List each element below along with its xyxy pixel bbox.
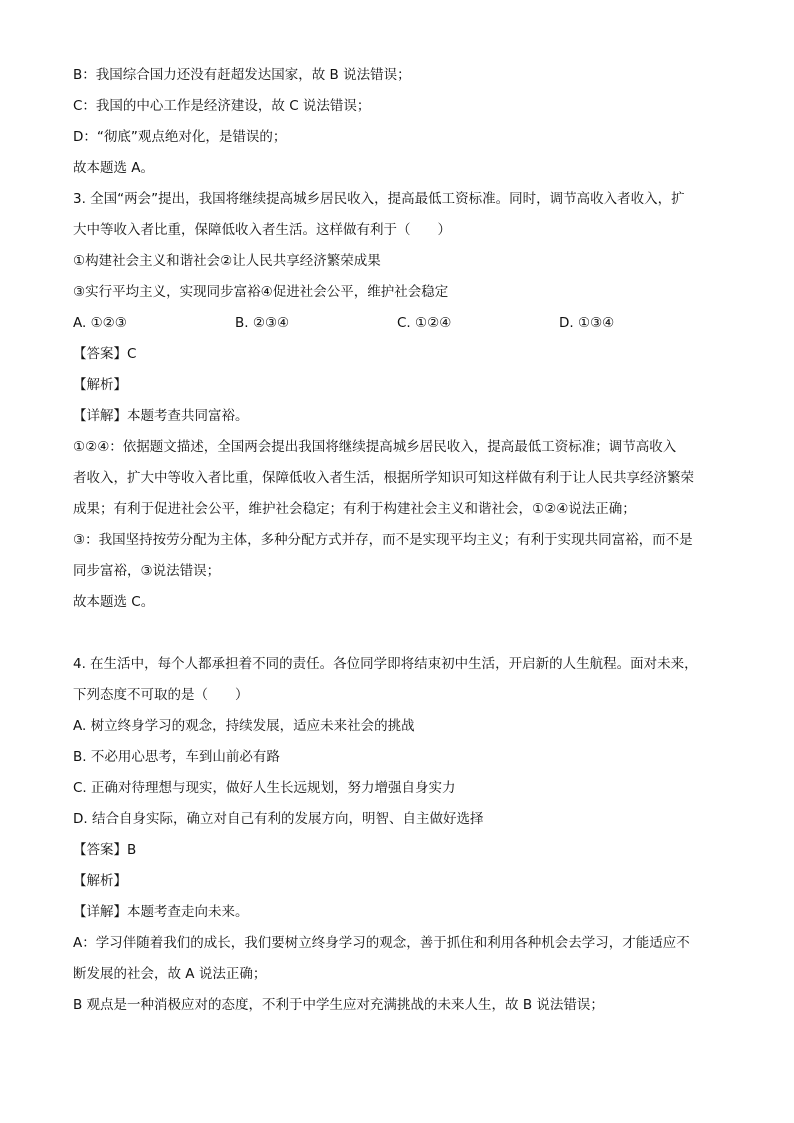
question-4-analysis-label: 【解析】 — [73, 873, 127, 889]
question-3-items-cont: ③实行平均主义，实现同步富裕④促进社会公平，维护社会稳定 — [73, 284, 449, 300]
question-3-stem-cont: 大中等收入者比重，保障低收入者生活。这样做有利于（ ） — [73, 222, 451, 238]
question-3-answer: 【答案】C — [73, 346, 137, 362]
question-4-option-c: C. 正确对待理想与现实，做好人生长远规划，努力增强自身实力 — [73, 780, 456, 796]
question-4-option-d: D. 结合自身实际，确立对自己有利的发展方向，明智、自主做好选择 — [73, 811, 484, 827]
question-3-items: ①构建社会主义和谐社会②让人民共享经济繁荣成果 — [73, 253, 381, 269]
question-3-explanation: ③：我国坚持按劳分配为主体，多种分配方式并存，而不是实现平均主义；有利于实现共同富裕，而不是 — [73, 532, 693, 548]
question-3-explanation: 同步富裕，③说法错误； — [73, 563, 221, 579]
question-3-explanation: 者收入，扩大中等收入者比重，保障低收入者生活，根据所学知识可知这样做有利于让人民共享经济繁荣 — [73, 470, 694, 486]
question-4-answer: 【答案】B — [73, 842, 137, 858]
question-3-analysis-label: 【解析】 — [73, 377, 127, 393]
question-4-explanation: A：学习伴随着我们的成长，我们要树立终身学习的观念，善于抓住和利用各种机会去学习，才能适应不 — [73, 935, 690, 951]
question-3-detail: 【详解】本题考查共同富裕。 — [73, 408, 249, 424]
question-4-option-a: A. 树立终身学习的观念，持续发展，适应未来社会的挑战 — [73, 718, 415, 734]
explanation-line: D：“彻底”观点绝对化，是错误的； — [73, 129, 287, 145]
question-4-explanation: B 观点是一种消极应对的态度，不利于中学生应对充满挑战的未来人生，故 B 说法错误； — [73, 997, 604, 1013]
question-3-option-b: B. ②③④ — [235, 315, 290, 331]
question-4-stem-cont: 下列态度不可取的是（ ） — [73, 687, 249, 703]
question-4-option-b: B. 不必用心思考，车到山前必有路 — [73, 749, 280, 765]
question-4-explanation: 断发展的社会，故 A 说法正确； — [73, 966, 267, 982]
question-3-option-a: A. ①②③ — [73, 315, 127, 331]
explanation-line: C：我国的中心工作是经济建设，故 C 说法错误； — [73, 98, 371, 114]
question-3-option-d: D. ①③④ — [559, 315, 615, 331]
question-3-explanation: 成果；有利于促进社会公平，维护社会稳定；有利于构建社会主义和谐社会，①②④说法正确； — [73, 501, 636, 517]
question-3-option-c: C. ①②④ — [397, 315, 452, 331]
explanation-line: B：我国综合国力还没有赶超发达国家，故 B 说法错误； — [73, 67, 411, 83]
question-3-stem: 3. 全国“两会”提出，我国将继续提高城乡居民收入，提高最低工资标准。同时，调节高收入者收入，扩 — [73, 191, 685, 207]
question-3-explanation: ①②④：依据题文描述，全国两会提出我国将继续提高城乡居民收入，提高最低工资标准；调节高收入 — [73, 439, 677, 455]
conclusion-line: 故本题选 A。 — [73, 160, 155, 176]
question-3-conclusion: 故本题选 C。 — [73, 594, 155, 610]
question-4-stem: 4. 在生活中，每个人都承担着不同的责任。各位同学即将结束初中生活，开启新的人生航程。面对未来， — [73, 656, 698, 672]
question-4-detail: 【详解】本题考查走向未来。 — [73, 904, 249, 920]
